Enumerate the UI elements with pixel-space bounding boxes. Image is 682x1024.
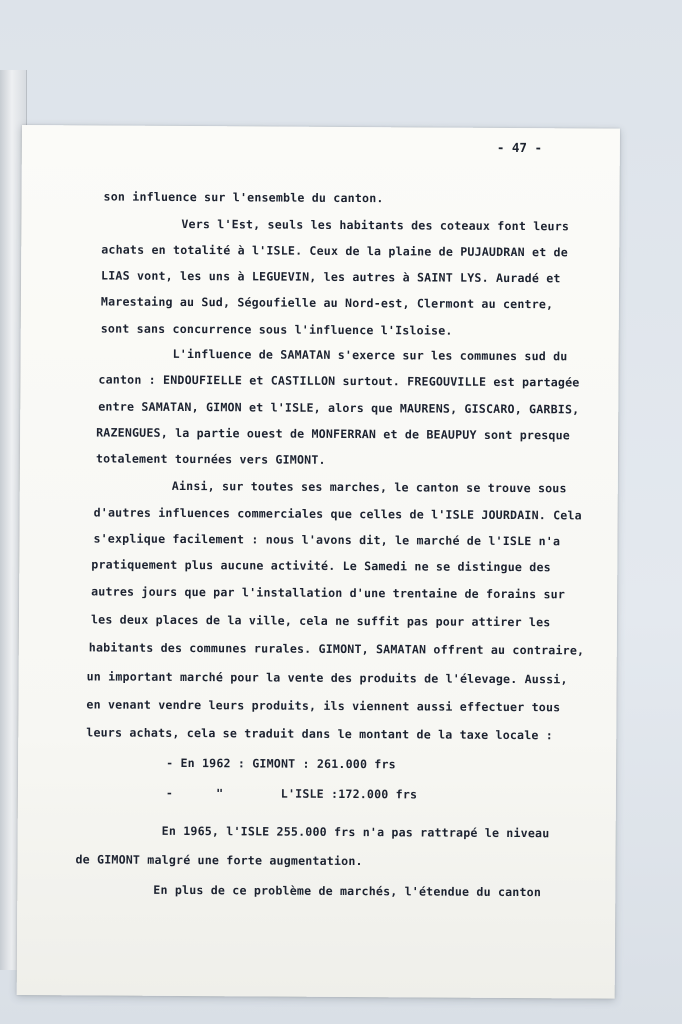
text-line: en venant vendre leurs produits, ils viennent aussi effectuer tous bbox=[86, 697, 561, 715]
text-line: pratiquement plus aucune activité. Le Samedi ne se distingue des bbox=[91, 557, 551, 575]
text-line: Marestaing au Sud, Ségoufielle au Nord-est, Clermont au centre, bbox=[100, 294, 554, 312]
text-line: autres jours que par l'installation d'une trentaine de forains sur bbox=[91, 584, 566, 602]
text-line: de GIMONT malgré une forte augmentation. bbox=[75, 852, 363, 869]
text-line: achats en totalité à l'ISLE. Ceux de la plaine de PUJAUDRAN et de bbox=[101, 242, 568, 260]
text-line: entre SAMATAN, GIMON et l'ISLE, alors que MAURENS, GISCARO, GARBIS, bbox=[98, 399, 580, 417]
text-line: s'explique facilement : nous l'avons dit, le marché de l'ISLE n'a bbox=[93, 531, 561, 549]
text-line: leurs achats, cela se traduit dans le montant de la taxe locale : bbox=[86, 725, 554, 743]
text-line: En 1965, l'ISLE 255.000 frs n'a pas rattrapé le niveau bbox=[161, 823, 550, 841]
text-line: En plus de ce problème de marchés, l'étendue du canton bbox=[153, 882, 542, 900]
text-line: canton : ENDOUFIELLE et CASTILLON surtout. FREGOUVILLE est partagée bbox=[98, 372, 580, 390]
text-line: d'autres influences commerciales que celles de l'ISLE JOURDAIN. Cela bbox=[93, 505, 582, 523]
text-line: les deux places de la ville, cela ne suffit pas pour attirer les bbox=[90, 612, 551, 630]
text-line: un important marché pour la vente des produits de l'élevage. Aussi, bbox=[86, 669, 568, 687]
text-line: Ainsi, sur toutes ses marches, le canton se trouve sous bbox=[171, 478, 567, 496]
text-line: son influence sur l'ensemble du canton. bbox=[103, 189, 384, 206]
tax-line-isle: - " L'ISLE :172.000 frs bbox=[165, 785, 418, 802]
text-line: Vers l'Est, seuls les habitants des coteaux font leurs bbox=[181, 216, 570, 234]
document-page bbox=[17, 125, 620, 999]
text-line: RAZENGUES, la partie ouest de MONFERRAN et de BEAUPUY sont presque bbox=[96, 425, 571, 443]
text-line: L'influence de SAMATAN s'exerce sur les communes sud du bbox=[172, 346, 568, 364]
text-line: sont sans concurrence sous l'influence l'Isloise. bbox=[100, 321, 453, 338]
text-line: habitants des communes rurales. GIMONT, SAMATAN offrent au contraire, bbox=[88, 640, 585, 658]
page-number: - 47 - bbox=[496, 139, 543, 156]
tax-line-1962: - En 1962 : GIMONT : 261.000 frs bbox=[166, 755, 396, 772]
text-line: totalement tournées vers GIMONT. bbox=[95, 451, 326, 467]
text-line: LIAS vont, les uns à LEGUEVIN, les autres à SAINT LYS. Auradé et bbox=[101, 268, 561, 286]
